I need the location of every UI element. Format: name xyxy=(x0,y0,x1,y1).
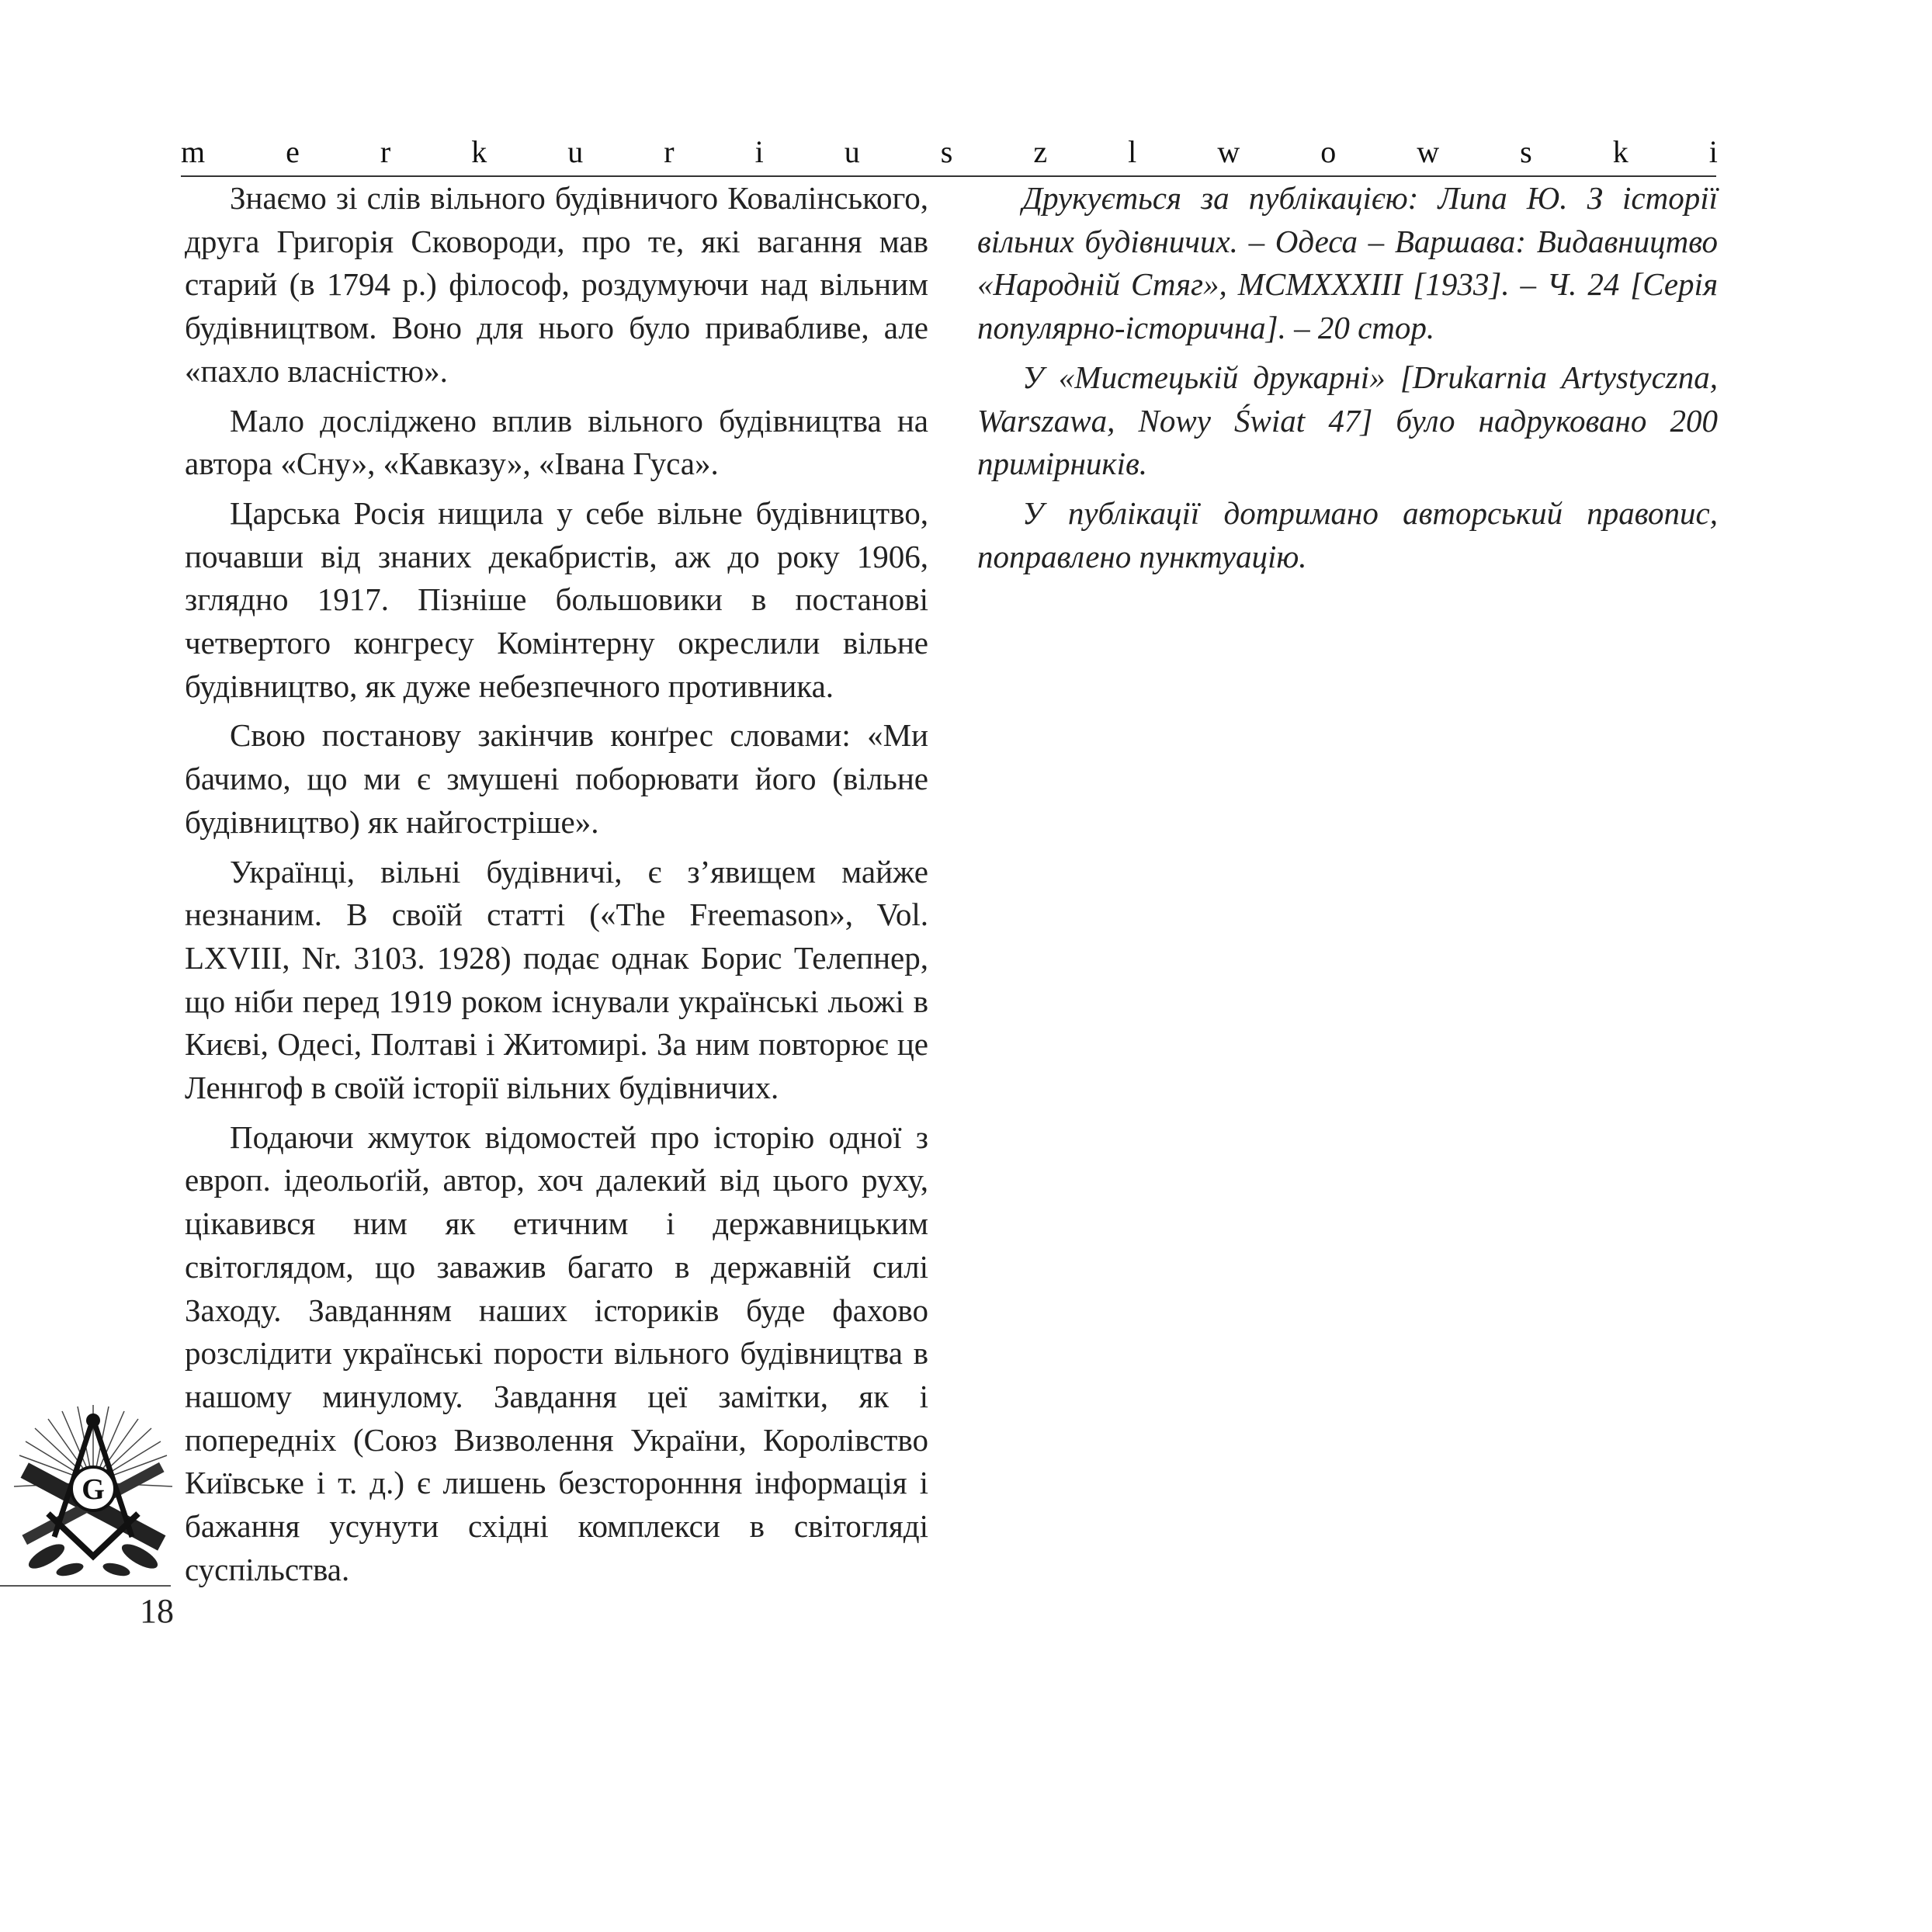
publication-note-column xyxy=(977,177,1718,584)
header-letter: k xyxy=(1612,134,1628,169)
body-paragraph: Царська Росія нищила у себе вільне будівництво, почавши від знаних декабристів, аж до року 1906, зглядно 1917. Пізніше большовики в постанові четвертого конгресу Комінтерну окреслили вільне будівництво, як дуже небезпечного противника. xyxy=(185,494,928,704)
header-letter: r xyxy=(380,134,391,169)
header-letter: u xyxy=(567,134,584,169)
header-letter: m xyxy=(181,134,206,169)
body-paragraph: Українці, вільні будівничі, є з’явищем майже незнаним. В своїй статті («The Freemason», Vol. LXVIII, Nr. 3103. 1928) подає однак Борис Телепнер, що ніби перед 1919 роком існували українські льожі в Києві, Одесі, Полтаві і Житомирі. За ним повторює це Леннгоф в своїй історії вільних будівничих. xyxy=(185,853,928,1106)
masonic-square-compass-g-icon xyxy=(0,1397,186,1583)
note-paragraph: У публікації дотримано авторський правопис, поправлено пунктуацію. xyxy=(977,494,1718,574)
note-paragraph: Друкується за публікацією: Липа Ю. З історії вільних будівничих. – Одеса – Варшава: Видавництво «Народній Стяг», MCMXXXIII [1933]. – Ч. 24 [Серія популярно-історична]. – 20 стор. xyxy=(977,180,1718,346)
body-paragraph: Подаючи жмуток відомостей про історію одної з европ. ідеольоґій, автор, хоч далекий від цього руху, цікавився ним як етичним і державницьким світоглядом, що заважив багато в державній силі Заходу. Завданням наших істориків буде фахово розслідити українські пороcти вільного будівництва в нашому минулому. Завдання цеї замітки, як і попередніх (Союз Визволення України, Королівство Київське і т. д.) є лишень безсторонння інформація і бажання усунути східні комплекси в світогляді суспільства. xyxy=(185,1119,928,1587)
emblem-letter: G xyxy=(82,1473,105,1506)
header-letter: i xyxy=(754,134,764,169)
body-paragraph: Знаємо зі слів вільного будівничого Ковалінського, друга Григорія Сковороди, про те, які вагання мав старий (в 1794 р.) філософ, роздумуючи над вільним будівництвом. Воно для нього було привабливе, але «пахло власністю». xyxy=(185,180,928,389)
header-letter: w xyxy=(1217,134,1240,169)
header-letter: k xyxy=(471,134,487,169)
body-paragraph: Свою постанову закінчив конґрес словами: «Ми бачимо, що ми є змушені поборювати його (вільне будівництво) як найгостріше». xyxy=(185,717,928,840)
page-number: 18 xyxy=(140,1592,174,1630)
header-letter: i xyxy=(1708,134,1718,169)
body-paragraph: Мало досліджено вплив вільного будівництва на автора «Сну», «Кавказу», «Івана Гуса». xyxy=(185,402,928,482)
header-letter: u xyxy=(844,134,860,169)
header-letter: e xyxy=(286,134,300,169)
note-paragraph: У «Мистецькій друкарні» [Drukarnia Artystyczna, Warszawa, Nowy Świat 47] було надруковано 200 примірників. xyxy=(977,359,1718,482)
footer-rule xyxy=(0,1585,171,1587)
header-letter: s xyxy=(1520,134,1532,169)
header-letter: r xyxy=(664,134,675,169)
main-text-column xyxy=(185,177,928,1598)
header-letter: o xyxy=(1320,134,1337,169)
header-letter: w xyxy=(1417,134,1440,169)
header-letter: s xyxy=(940,134,953,169)
header-letter: z xyxy=(1033,134,1048,169)
header-letter: l xyxy=(1128,134,1137,169)
running-header xyxy=(181,128,1718,175)
